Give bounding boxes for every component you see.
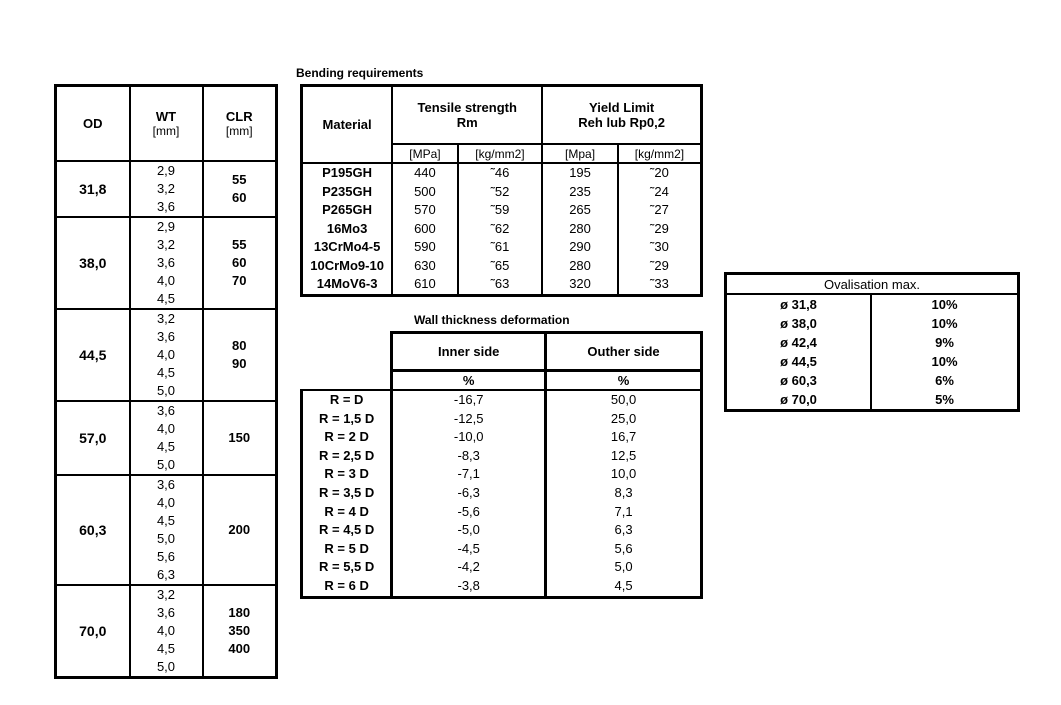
clr-values [203,475,277,585]
bending-table [300,84,703,297]
inner-value: -8,3 [457,447,480,463]
ovalisation-table [724,272,1020,412]
radius-value: R = 3 D [324,466,369,482]
clr-values [203,401,277,475]
radius-value: R = 4 D [324,503,369,519]
diameter-value: ø 44,5 [780,354,817,369]
outer-column [546,390,702,597]
radius-value: R = 1,5 D [319,410,375,426]
wt-value: 5,0 [156,383,176,398]
re-kg-value: ˜27 [650,202,669,217]
inner-value: -16,7 [453,392,484,407]
material-column [302,163,393,295]
wt-values [130,217,203,309]
wt-label: WT [155,109,177,124]
wt-value: 4,5 [156,513,176,528]
ovalisation-value: 5% [935,392,954,407]
tensile-label: Tensile strength [417,100,517,115]
wt-values [130,309,203,401]
diameter-value: ø 70,0 [780,392,817,407]
inner-pct: % [392,371,546,391]
outer-value: 12,5 [610,447,637,463]
inner-value: -4,5 [457,540,480,556]
radius-value: R = 2 D [324,429,369,445]
clr-values [203,309,277,401]
clr-label: CLR [225,109,253,124]
clr-unit: [mm] [225,124,253,138]
re-kg-value: ˜29 [650,257,669,273]
material-name: 14MoV6-3 [316,276,378,291]
diameter-value: ø 42,4 [780,335,817,350]
radius-value: R = 3,5 D [319,484,375,500]
wt-value: 4,5 [156,291,176,306]
od-value: 57,0 [56,401,130,475]
wt-value: 5,6 [156,549,176,564]
outer-value: 4,5 [614,577,633,593]
wt-value: 4,0 [156,347,176,362]
diameter-value: ø 60,3 [780,373,817,388]
wt-value: 3,6 [156,329,176,344]
dimensions-body [56,161,277,678]
outer-side-header: Outher side [546,333,702,371]
dimension-group [56,161,277,217]
wt-value: 2,9 [156,163,176,178]
wall-title: Wall thickness deformation [414,313,570,327]
unit-mpa: [MPa] [392,144,457,163]
dimension-group [56,217,277,309]
unit-kg-yield: [kg/mm2] [618,144,702,163]
material-name: 13CrMo4-5 [313,239,381,254]
radius-value: R = 6 D [324,577,369,593]
wt-header [130,86,203,162]
outer-value: 5,6 [614,540,633,556]
inner-value: -6,3 [457,484,480,500]
clr-header [203,86,277,162]
ovalisation-value: 10% [931,316,958,331]
ovalisation-value: 9% [935,335,954,350]
wt-values [130,161,203,217]
wt-value: 2,9 [156,219,176,234]
wt-value: 3,2 [156,311,176,326]
wt-value: 4,0 [156,495,176,510]
radius-value: R = 5 D [324,540,369,556]
outer-value: 8,3 [614,484,633,500]
od-value: 70,0 [56,585,130,678]
diameter-value: ø 31,8 [780,297,817,312]
clr-value: 70 [232,273,247,288]
yield-header [542,86,701,145]
clr-value: 180 [228,605,251,620]
re-kg-value: ˜20 [650,165,669,180]
bending-body [302,163,702,295]
unit-mpa-yield: [Mpa] [542,144,618,163]
outer-value: 5,0 [614,559,633,575]
re-value: 195 [569,165,591,180]
rm-kg-value: ˜62 [490,220,510,236]
diameter-column [726,294,872,411]
wt-value: 4,0 [156,273,176,288]
inner-value: -7,1 [457,466,480,482]
wt-value: 4,5 [156,439,176,454]
rm-kg-column [458,163,543,295]
radius-value: R = 5,5 D [319,559,375,575]
rm-value: 500 [414,183,436,199]
re-value: 235 [569,183,591,199]
inner-column [392,390,546,597]
inner-value: -5,6 [457,503,480,519]
wt-value: 4,5 [156,641,176,656]
outer-value: 10,0 [610,466,637,482]
wt-value: 3,2 [156,181,176,196]
bending-title: Bending requirements [296,66,424,80]
rm-value: 610 [414,276,436,291]
outer-value: 6,3 [614,522,633,538]
re-value: 265 [569,202,591,217]
clr-value: 55 [232,172,247,187]
wall-units [302,371,702,391]
wt-value: 3,6 [156,199,176,214]
rm-kg-value: ˜46 [490,165,510,180]
od-value: 44,5 [56,309,130,401]
ovalisation-value: 10% [931,354,958,369]
re-column [542,163,618,295]
radius-column [302,390,392,597]
radius-value: R = 4,5 D [319,522,375,538]
wt-value: 5,0 [156,531,176,546]
unit-kg: [kg/mm2] [458,144,543,163]
clr-values [203,217,277,309]
re-value: 280 [569,257,591,273]
dimension-group [56,475,277,585]
clr-value: 55 [232,237,247,252]
re-kg-value: ˜33 [650,276,669,291]
rm-value: 600 [414,220,436,236]
inner-value: -4,2 [457,559,480,575]
rm-value: 630 [414,257,436,273]
outer-value: 16,7 [610,429,637,445]
wt-value: 4,5 [156,365,176,380]
clr-value: 350 [228,623,251,638]
tensile-symbol: Rm [456,115,478,130]
re-kg-value: ˜30 [650,239,669,254]
wt-unit: [mm] [152,124,180,138]
inner-value: -10,0 [453,429,484,445]
re-value: 290 [569,239,591,254]
wt-values [130,585,203,678]
clr-values [203,161,277,217]
rm-kg-value: ˜52 [490,183,510,199]
clr-value: 90 [232,356,247,371]
wt-value: 3,6 [156,477,176,492]
rm-kg-value: ˜59 [490,202,510,217]
ovalisation-column [871,294,1019,411]
wt-value: 3,6 [156,255,176,270]
yield-label: Yield Limit [589,100,655,115]
dimensions-table [54,84,278,679]
material-name: P265GH [322,202,373,217]
yield-symbol: Reh lub Rp0,2 [578,115,665,130]
radius-value: R = 2,5 D [319,447,375,463]
material-name: P195GH [322,165,373,180]
material-name: P235GH [322,183,373,199]
wall-body [302,390,702,597]
wt-value: 5,0 [156,457,176,472]
rm-kg-value: ˜63 [490,276,510,291]
inner-value: -5,0 [457,522,480,538]
rm-value: 590 [414,239,436,254]
clr-value: 60 [232,255,247,270]
clr-value: 200 [228,522,251,537]
ovalisation-value: 6% [935,373,954,388]
inner-side-header: Inner side [392,333,546,371]
rm-kg-value: ˜61 [490,239,510,254]
material-name: 10CrMo9-10 [310,257,384,273]
outer-value: 50,0 [610,392,637,407]
rm-value: 570 [414,202,436,217]
od-value: 38,0 [56,217,130,309]
dimension-group [56,585,277,678]
outer-value: 25,0 [610,410,637,426]
wt-value: 6,3 [156,567,176,582]
re-kg-value: ˜24 [650,183,669,199]
re-kg-value: ˜29 [650,220,669,236]
re-value: 280 [569,220,591,236]
wt-value: 3,2 [156,587,176,602]
re-value: 320 [569,276,591,291]
dimension-group [56,401,277,475]
tensile-header [392,86,542,145]
diameter-value: ø 38,0 [780,316,817,331]
wall-header [302,333,702,371]
material-name: 16Mo3 [326,220,368,236]
radius-value: R = D [329,392,364,407]
ovalisation-title: Ovalisation max. [726,274,1019,295]
outer-value: 7,1 [614,503,633,519]
ovalisation-value: 10% [931,297,958,312]
clr-value: 400 [228,641,251,656]
rm-kg-value: ˜65 [490,257,510,273]
clr-value: 150 [228,430,251,445]
re-kg-column [618,163,702,295]
wall-table [300,331,703,599]
od-header: OD [56,86,130,162]
clr-values [203,585,277,678]
outer-pct: % [546,371,702,391]
wt-value: 3,2 [156,237,176,252]
dimension-group [56,309,277,401]
wt-value: 3,6 [156,605,176,620]
rm-value: 440 [414,165,436,180]
rm-column [392,163,457,295]
dimensions-header [56,86,277,162]
clr-value: 60 [232,190,247,205]
od-value: 31,8 [56,161,130,217]
wt-values [130,401,203,475]
bending-header [302,86,702,145]
od-value: 60,3 [56,475,130,585]
wt-value: 3,6 [156,403,176,418]
inner-value: -3,8 [457,577,480,593]
wt-value: 4,0 [156,421,176,436]
wt-value: 5,0 [156,659,176,674]
clr-value: 80 [232,338,247,353]
wt-values [130,475,203,585]
wt-value: 4,0 [156,623,176,638]
inner-value: -12,5 [453,410,484,426]
material-header: Material [302,86,393,164]
